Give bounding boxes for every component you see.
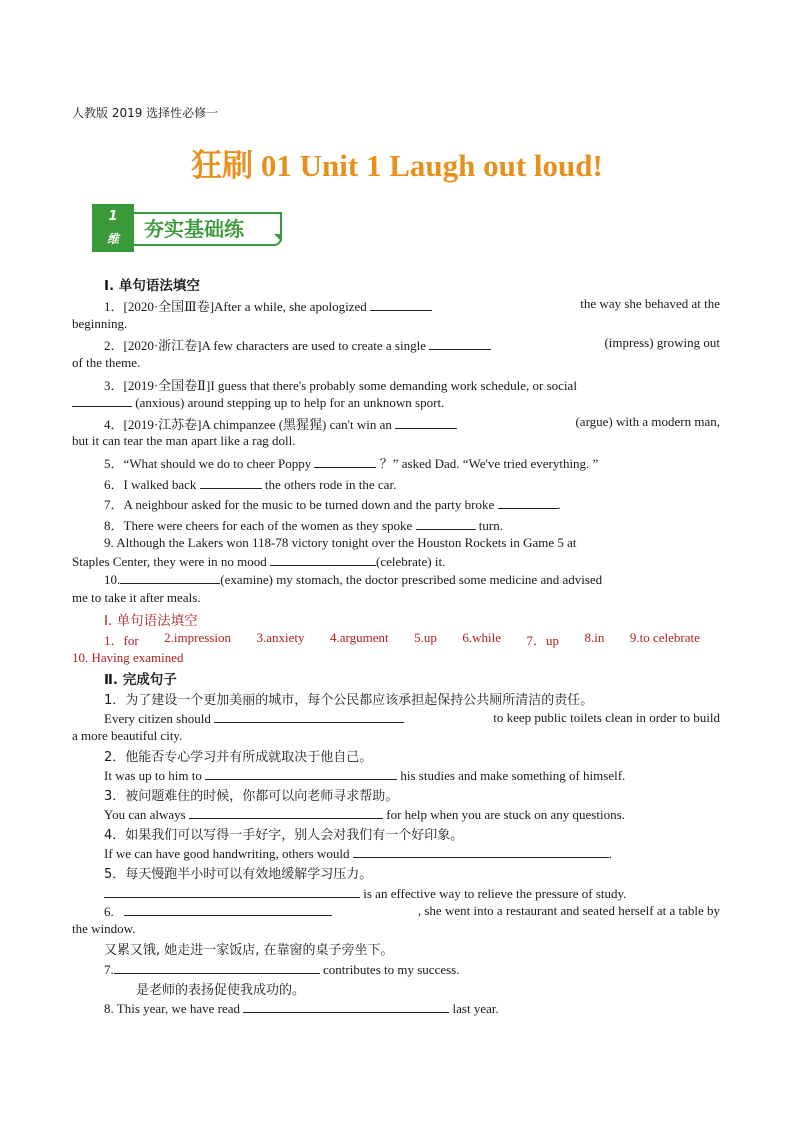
q10-text: 10. [104,572,121,587]
q5-text-b: ？” asked Dad. “We've tried everything. ” [379,456,599,471]
header-text: 人教版 2019 选择性必修一 [72,106,219,120]
q9-blank [270,553,376,566]
s2q6-cont: the window. [72,921,136,936]
q7-blank [498,496,558,509]
q3-blank [72,394,132,407]
q6-text: 6．I walked back [104,477,197,492]
answer-item: 8.in [584,630,605,645]
s2q4-text-b: . [608,846,612,861]
section2-heading: Ⅱ. 完成句子 [104,672,177,688]
banner-label: 夯实基础练 [144,217,244,241]
q8-line [104,515,503,534]
s2q6-line [104,903,720,920]
q10-line [104,571,602,588]
s2q4-chinese: 4．如果我们可以写得一手好字，别人会对我们有一个好印象。 [104,828,464,843]
q6-blank [200,476,262,489]
answer-item: 9.to celebrate [629,630,700,645]
q9-cont [72,553,445,570]
q3-text-b: (anxious) around stepping up to help for an unknown sport. [135,395,445,410]
s2q5-chinese: 5．每天慢跑半小时可以有效地缓解学习压力。 [104,867,373,882]
s2q7-chinese: 是老师的表扬促使我成功的。 [136,983,306,998]
q8-text: 8．There were cheers for each of the women as they spoke [104,518,413,533]
q9-text-b: Staples Center, they were in no mood [72,554,267,569]
s2q1-blank [214,710,404,723]
q4-blank [395,416,457,429]
q4-text: 4．[2019·江苏卷]A chimpanzee (黑猩猩) can't win an [104,417,392,432]
q10-blank [120,571,220,584]
s2q2-blank [205,767,397,780]
s2q6-text-b: , she went into a restaurant and seated herself at a table by [417,903,720,918]
q2-text: 2．[2020·浙江卷]A few characters are used to create a single [104,338,426,353]
s2q8-text-b: last year. [452,1001,499,1016]
s2q1-text: Every citizen should [104,711,211,726]
answer-item: 2.impression [164,630,231,645]
q2-cont: of the theme. [72,355,141,370]
q1-line [104,296,720,315]
s2q2-line [104,767,625,784]
s2q7-blank [114,961,320,974]
q10-cont: me to take it after meals. [72,590,201,605]
s2q1-line [104,710,720,727]
s2q1-text-b: to keep public toilets clean in order to build [493,710,720,725]
q2-text-b: (impress) growing out [604,335,720,350]
s2q5-line [104,885,626,902]
s2q7-line [104,961,459,978]
q7-line [104,494,561,513]
s2q7-text-b: contributes to my success. [323,962,460,977]
q7-text-b: . [557,497,561,512]
s2q3-text-b: for help when you are stuck on any questions. [386,807,625,822]
s2q6-blank [124,903,332,916]
q3-cont [72,394,444,411]
s2q4-text: If we can have good handwriting, others would [104,846,350,861]
q9-line: 9. Although the Lakers won 118-78 victory tonight over the Houston Rockets in Game 5 at [104,535,577,550]
q4-text-b: (argue) with a modern man, [575,414,720,429]
q1-text-b: the way she behaved at the [580,296,720,311]
s2q8-line [104,1000,499,1017]
s2q3-text: You can always [104,807,186,822]
answer-item: 5.up [414,630,437,645]
page-title: 狂刷 01 Unit 1 Laugh out loud! [191,148,603,183]
answers-line1 [104,630,700,649]
section1-heading: Ⅰ. 单句语法填空 [104,278,200,294]
answer-item: 6.while [462,630,501,645]
q3-line: 3．[2019·全国卷Ⅱ]I guess that there's probably some demanding work schedule, or social [104,378,577,393]
s2q6-chinese: 又累又饿, 她走进一家饭店, 在靠窗的桌子旁坐下。 [104,943,394,958]
s2q3-line [104,806,625,823]
q5-text: 5．“What should we do to cheer Poppy [104,456,312,471]
q5-line [104,453,598,472]
q8-blank [416,517,476,530]
q1-cont: beginning. [72,316,128,331]
q5-blank [314,455,376,468]
s2q1-cont: a more beautiful city. [72,728,183,743]
s2q6-text: 6. [104,904,114,919]
s2q8-blank [243,1000,449,1013]
s2q8-text: 8. This year, we have read [104,1001,241,1016]
banner-corner [274,234,282,242]
answer-item: 7．up [526,633,560,648]
badge-word: 维 [106,232,119,246]
q2-blank [429,337,491,350]
s2q3-blank [189,806,383,819]
s2q7-text: 7. [104,962,114,977]
q6-text-b: the others rode in the car. [264,477,397,492]
s2q5-blank [104,885,360,898]
answers-line2: 10. Having examined [72,650,184,665]
s2q4-line [104,845,612,862]
answer-item: 4.argument [330,630,389,645]
section-badge [92,204,134,252]
q2-line [104,335,720,354]
s2q5-text-b: is an effective way to relieve the pressure of study. [363,886,627,901]
s2q2-text-b: his studies and make something of himself. [400,768,626,783]
s2q2-text: It was up to him to [104,768,202,783]
q4-line [104,414,720,433]
q1-text: 1．[2020·全国Ⅲ卷]After a while, she apologized [104,299,367,314]
q7-text: 7．A neighbour asked for the music to be turned down and the party broke [104,497,495,512]
q1-blank [370,298,432,311]
q9-text-c: (celebrate) it. [376,554,446,569]
s2q3-chinese: 3．被问题难住的时候，你都可以向老师寻求帮助。 [104,789,399,804]
answers-heading: Ⅰ. 单句语法填空 [104,613,198,629]
answer-item: 1．for [104,633,139,648]
s2q1-chinese: 1．为了建设一个更加美丽的城市，每个公民都应该承担起保持公共厕所清洁的责任。 [104,693,594,708]
q6-line [104,474,396,493]
q8-text-b: turn. [478,518,503,533]
s2q4-blank [353,845,609,858]
s2q2-chinese: 2．他能否专心学习并有所成就取决于他自己。 [104,750,373,765]
answer-item: 3.anxiety [256,630,305,645]
q10-text-b: (examine) my stomach, the doctor prescribed some medicine and advised [220,572,603,587]
q4-cont: but it can tear the man apart like a rag doll. [72,433,296,448]
badge-number: 1 [108,209,118,224]
